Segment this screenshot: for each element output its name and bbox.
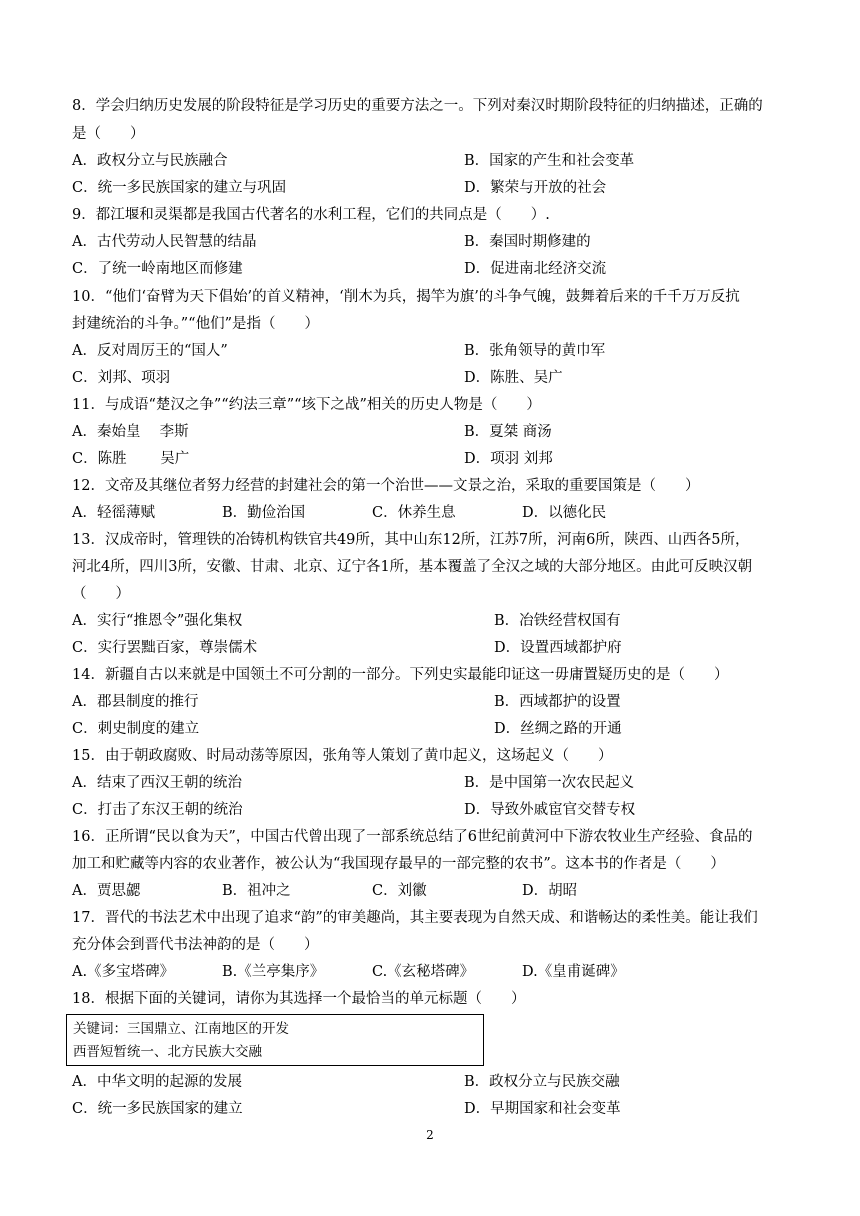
q8-option-a: A．政权分立与民族融合 — [72, 153, 228, 169]
q8-option-d: D．繁荣与开放的社会 — [464, 180, 607, 196]
q14-option-b: B．西域都护的设置 — [494, 694, 621, 710]
q13-option-a: A．实行“推恩令”强化集权 — [72, 613, 243, 629]
q13-option-d: D．设置西域都护府 — [494, 640, 622, 656]
q16-option-d: D．胡昭 — [522, 883, 578, 899]
q10-option-c: C．刘邦、项羽 — [72, 370, 171, 386]
q12-stem: 12．文帝及其继位者努力经营的封建社会的第一个治世——文景之治，采取的重要国策是（ ） — [72, 478, 700, 494]
q14-stem: 14．新疆自古以来就是中国领土不可分割的一部分。下列史实最能印证这一毋庸置疑历史的是（ ） — [72, 667, 729, 683]
q16-stem-line2: 加工和贮藏等内容的农业著作，被公认为“我国现存最早的一部完整的农书”。这本书的作者是（ ） — [72, 856, 725, 872]
q13-option-c: C．实行罢黜百家，尊崇儒术 — [72, 640, 258, 656]
q18-option-b: B．政权分立与民族交融 — [464, 1074, 620, 1090]
q14-option-c: C．刺史制度的建立 — [72, 721, 200, 737]
q17-option-d: D.《皇甫诞碑》 — [522, 964, 625, 980]
q10-option-b: B．张角领导的黄巾军 — [464, 343, 606, 359]
keyword-line-2: 西晋短暂统一、北方民族大交融 — [73, 1044, 262, 1060]
q18-option-d: D．早期国家和社会变革 — [464, 1101, 621, 1117]
q18-option-a: A．中华文明的起源的发展 — [72, 1074, 242, 1090]
keyword-line-1: 关键词：三国鼎立、江南地区的开发 — [73, 1021, 289, 1037]
q11-stem: 11．与成语“楚汉之争”“约法三章”“垓下之战”相关的历史人物是（ ） — [72, 397, 541, 413]
q9-option-c: C．了统一岭南地区而修建 — [72, 261, 243, 277]
q13-option-b: B．冶铁经营权国有 — [494, 613, 621, 629]
q17-stem-line1: 17．晋代的书法艺术中出现了追求“韵”的审美趣尚，其主要表现为自然天成、和谐畅达的柔性美。能让我们 — [72, 910, 758, 926]
q16-option-b: B．祖冲之 — [222, 883, 291, 899]
q14-option-a: A．郡县制度的推行 — [72, 694, 199, 710]
q15-option-c: C．打击了东汉王朝的统治 — [72, 802, 243, 818]
q14-option-d: D．丝绸之路的开通 — [494, 721, 622, 737]
q8-option-b: B．国家的产生和社会变革 — [464, 153, 635, 169]
q8-stem-line1: 8．学会归纳历史发展的阶段特征是学习历史的重要方法之一。下列对秦汉时期阶段特征的归纳描述，正确的 — [72, 98, 763, 114]
q16-option-c: C．刘徽 — [372, 883, 427, 899]
q10-stem-line1: 10．“他们‘奋臂为天下倡始’的首义精神，‘削木为兵，揭竿为旗’的斗争气魄，鼓舞着后来的千千万万反抗 — [72, 289, 740, 305]
q16-stem-line1: 16．正所谓“民以食为天”，中国古代曾出现了一部系统总结了6世纪前黄河中下游农牧业生产经验、食品的 — [72, 829, 753, 845]
q11-option-c: C．陈胜 吴广 — [72, 451, 190, 467]
q12-option-b: B．勤俭治国 — [222, 505, 306, 521]
q8-option-c: C．统一多民族国家的建立与巩固 — [72, 180, 287, 196]
q9-option-b: B．秦国时期修建的 — [464, 234, 591, 250]
q13-stem-line2: 河北4所，四川3所，安徽、甘肃、北京、辽宁各1所，基本覆盖了全汉之域的大部分地区。由此可反映汉朝 — [72, 559, 753, 575]
q10-option-d: D．陈胜、吴广 — [464, 370, 563, 386]
q15-option-d: D．导致外戚宦官交替专权 — [464, 802, 636, 818]
q10-option-a: A．反对周厉王的“国人” — [72, 343, 228, 359]
page-number: 2 — [426, 1128, 434, 1142]
q15-option-a: A．结束了西汉王朝的统治 — [72, 775, 242, 791]
q8-stem-line2: 是（ ） — [72, 126, 145, 142]
q17-stem-line2: 充分体会到晋代书法神韵的是（ ） — [72, 937, 319, 953]
q17-option-b: B.《兰亭集序》 — [222, 964, 325, 980]
q9-option-a: A．古代劳动人民智慧的结晶 — [72, 234, 257, 250]
q17-option-a: A.《多宝塔碑》 — [72, 964, 175, 980]
q13-stem-line1: 13．汉成帝时，管理铁的冶铸机构铁官共49所，其中山东12所，江苏7所，河南6所，陕西、山西各5所， — [72, 532, 750, 548]
q12-option-d: D．以德化民 — [522, 505, 607, 521]
keyword-box — [66, 1014, 484, 1066]
q11-option-b: B．夏桀 商汤 — [464, 424, 552, 440]
q13-stem-line3: （ ） — [72, 586, 130, 602]
q9-stem: 9．都江堰和灵渠都是我国古代著名的水利工程，它们的共同点是（ ）. — [72, 207, 550, 223]
q15-option-b: B．是中国第一次农民起义 — [464, 775, 635, 791]
q12-option-a: A．轻徭薄赋 — [72, 505, 155, 521]
q10-stem-line2: 封建统治的斗争。”“他们”是指（ ） — [72, 316, 319, 332]
q17-option-c: C.《玄秘塔碑》 — [372, 964, 475, 980]
q16-option-a: A．贾思勰 — [72, 883, 141, 899]
q11-option-a: A．秦始皇 李斯 — [72, 424, 189, 440]
q15-stem: 15．由于朝政腐败、时局动荡等原因，张角等人策划了黄巾起义，这场起义（ ） — [72, 748, 613, 764]
q9-option-d: D．促进南北经济交流 — [464, 261, 607, 277]
q18-stem: 18．根据下面的关键词，请你为其选择一个最恰当的单元标题（ ） — [72, 991, 526, 1007]
q18-option-c: C．统一多民族国家的建立 — [72, 1101, 243, 1117]
q11-option-d: D．项羽 刘邦 — [464, 451, 553, 467]
q12-option-c: C．休养生息 — [372, 505, 456, 521]
